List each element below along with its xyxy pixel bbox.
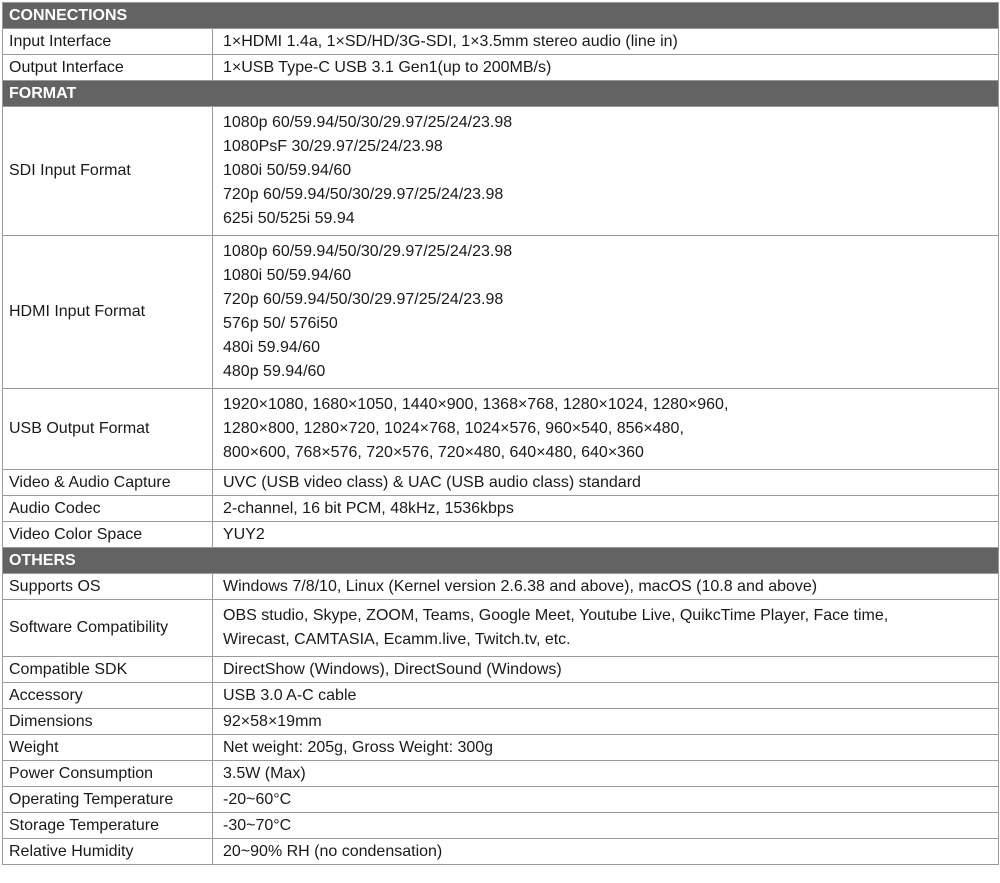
spec-row — [3, 787, 999, 813]
spec-value-line: Wirecast, CAMTASIA, Ecamm.live, Twitch.tv, etc. — [223, 631, 571, 648]
spec-row — [3, 839, 999, 865]
spec-row — [3, 236, 999, 389]
spec-label: Operating Temperature — [3, 787, 213, 813]
spec-value — [213, 389, 999, 470]
spec-value-line: 3.5W (Max) — [223, 764, 306, 782]
spec-table-body — [3, 3, 999, 865]
spec-row — [3, 813, 999, 839]
spec-row — [3, 657, 999, 683]
spec-row — [3, 600, 999, 657]
section-header — [3, 3, 999, 29]
spec-label: Output Interface — [3, 55, 213, 81]
spec-value — [213, 813, 999, 839]
spec-label: Video & Audio Capture — [3, 470, 213, 496]
spec-value — [213, 522, 999, 548]
spec-row — [3, 735, 999, 761]
spec-value — [213, 496, 999, 522]
spec-value-line: -20~60°C — [223, 790, 292, 808]
spec-value-line: -30~70°C — [223, 816, 292, 834]
spec-table — [2, 2, 999, 865]
spec-value-line: 1280×800, 1280×720, 1024×768, 1024×576, 960×540, 856×480, — [223, 420, 684, 437]
spec-value-line: OBS studio, Skype, ZOOM, Teams, Google Meet, Youtube Live, QuikcTime Player, Face time, — [223, 607, 889, 624]
spec-value — [213, 839, 999, 865]
spec-value — [213, 574, 999, 600]
spec-row — [3, 107, 999, 236]
spec-label: Video Color Space — [3, 522, 213, 548]
spec-value-line: Windows 7/8/10, Linux (Kernel version 2.6.38 and above), macOS (10.8 and above) — [223, 577, 818, 595]
spec-value-line: 92×58×19mm — [223, 712, 322, 730]
spec-value-line: 20~90% RH (no condensation) — [223, 842, 443, 860]
spec-value-line: DirectShow (Windows), DirectSound (Windows) — [223, 660, 562, 678]
spec-value-line: 1080p 60/59.94/50/30/29.97/25/24/23.98 — [223, 114, 513, 131]
spec-label: Supports OS — [3, 574, 213, 600]
spec-label: Storage Temperature — [3, 813, 213, 839]
spec-value-line: 576p 50/ 576i50 — [223, 315, 338, 332]
spec-label: USB Output Format — [3, 389, 213, 470]
spec-value-line: 800×600, 768×576, 720×576, 720×480, 640×480, 640×360 — [223, 444, 644, 461]
spec-value-line: 1×HDMI 1.4a, 1×SD/HD/3G-SDI, 1×3.5mm stereo audio (line in) — [223, 32, 678, 50]
spec-row — [3, 522, 999, 548]
spec-value-line: 1080i 50/59.94/60 — [223, 267, 352, 284]
spec-value-line: YUY2 — [223, 525, 265, 543]
spec-row — [3, 29, 999, 55]
spec-label: Relative Humidity — [3, 839, 213, 865]
spec-value — [213, 107, 999, 236]
spec-value-line: UVC (USB video class) & UAC (USB audio class) standard — [223, 473, 641, 491]
spec-value-line: 1×USB Type-C USB 3.1 Gen1(up to 200MB/s) — [223, 58, 552, 76]
spec-row — [3, 574, 999, 600]
section-title: OTHERS — [3, 548, 999, 574]
spec-row — [3, 761, 999, 787]
spec-label: Compatible SDK — [3, 657, 213, 683]
spec-value — [213, 735, 999, 761]
spec-row — [3, 389, 999, 470]
spec-value — [213, 470, 999, 496]
spec-value-line: 480p 59.94/60 — [223, 363, 326, 380]
spec-row — [3, 683, 999, 709]
spec-value-line: 1080PsF 30/29.97/25/24/23.98 — [223, 138, 443, 155]
spec-value-line: 720p 60/59.94/50/30/29.97/25/24/23.98 — [223, 186, 504, 203]
spec-label: Audio Codec — [3, 496, 213, 522]
spec-label: SDI Input Format — [3, 107, 213, 236]
spec-label: Power Consumption — [3, 761, 213, 787]
spec-value-line: 2-channel, 16 bit PCM, 48kHz, 1536kbps — [223, 499, 514, 517]
section-header — [3, 81, 999, 107]
spec-row — [3, 470, 999, 496]
spec-value-line: 720p 60/59.94/50/30/29.97/25/24/23.98 — [223, 291, 504, 308]
spec-label: Dimensions — [3, 709, 213, 735]
spec-value — [213, 29, 999, 55]
spec-value-line: 1080i 50/59.94/60 — [223, 162, 352, 179]
spec-value-line: 625i 50/525i 59.94 — [223, 210, 355, 227]
spec-value — [213, 709, 999, 735]
spec-label: Software Compatibility — [3, 600, 213, 657]
spec-row — [3, 496, 999, 522]
section-title: FORMAT — [3, 81, 999, 107]
spec-value — [213, 761, 999, 787]
spec-value — [213, 657, 999, 683]
spec-value-line: 1920×1080, 1680×1050, 1440×900, 1368×768, 1280×1024, 1280×960, — [223, 396, 729, 413]
spec-value-line: 480i 59.94/60 — [223, 339, 320, 356]
spec-value — [213, 787, 999, 813]
spec-row — [3, 709, 999, 735]
spec-value-line: Net weight: 205g, Gross Weight: 300g — [223, 738, 494, 756]
spec-value — [213, 236, 999, 389]
spec-label: Accessory — [3, 683, 213, 709]
section-header — [3, 548, 999, 574]
spec-row — [3, 55, 999, 81]
spec-label: HDMI Input Format — [3, 236, 213, 389]
section-title: CONNECTIONS — [3, 3, 999, 29]
spec-value-line: USB 3.0 A-C cable — [223, 686, 357, 704]
spec-value — [213, 55, 999, 81]
spec-value-line: 1080p 60/59.94/50/30/29.97/25/24/23.98 — [223, 243, 513, 260]
spec-label: Input Interface — [3, 29, 213, 55]
spec-value — [213, 600, 999, 657]
spec-label: Weight — [3, 735, 213, 761]
spec-value — [213, 683, 999, 709]
